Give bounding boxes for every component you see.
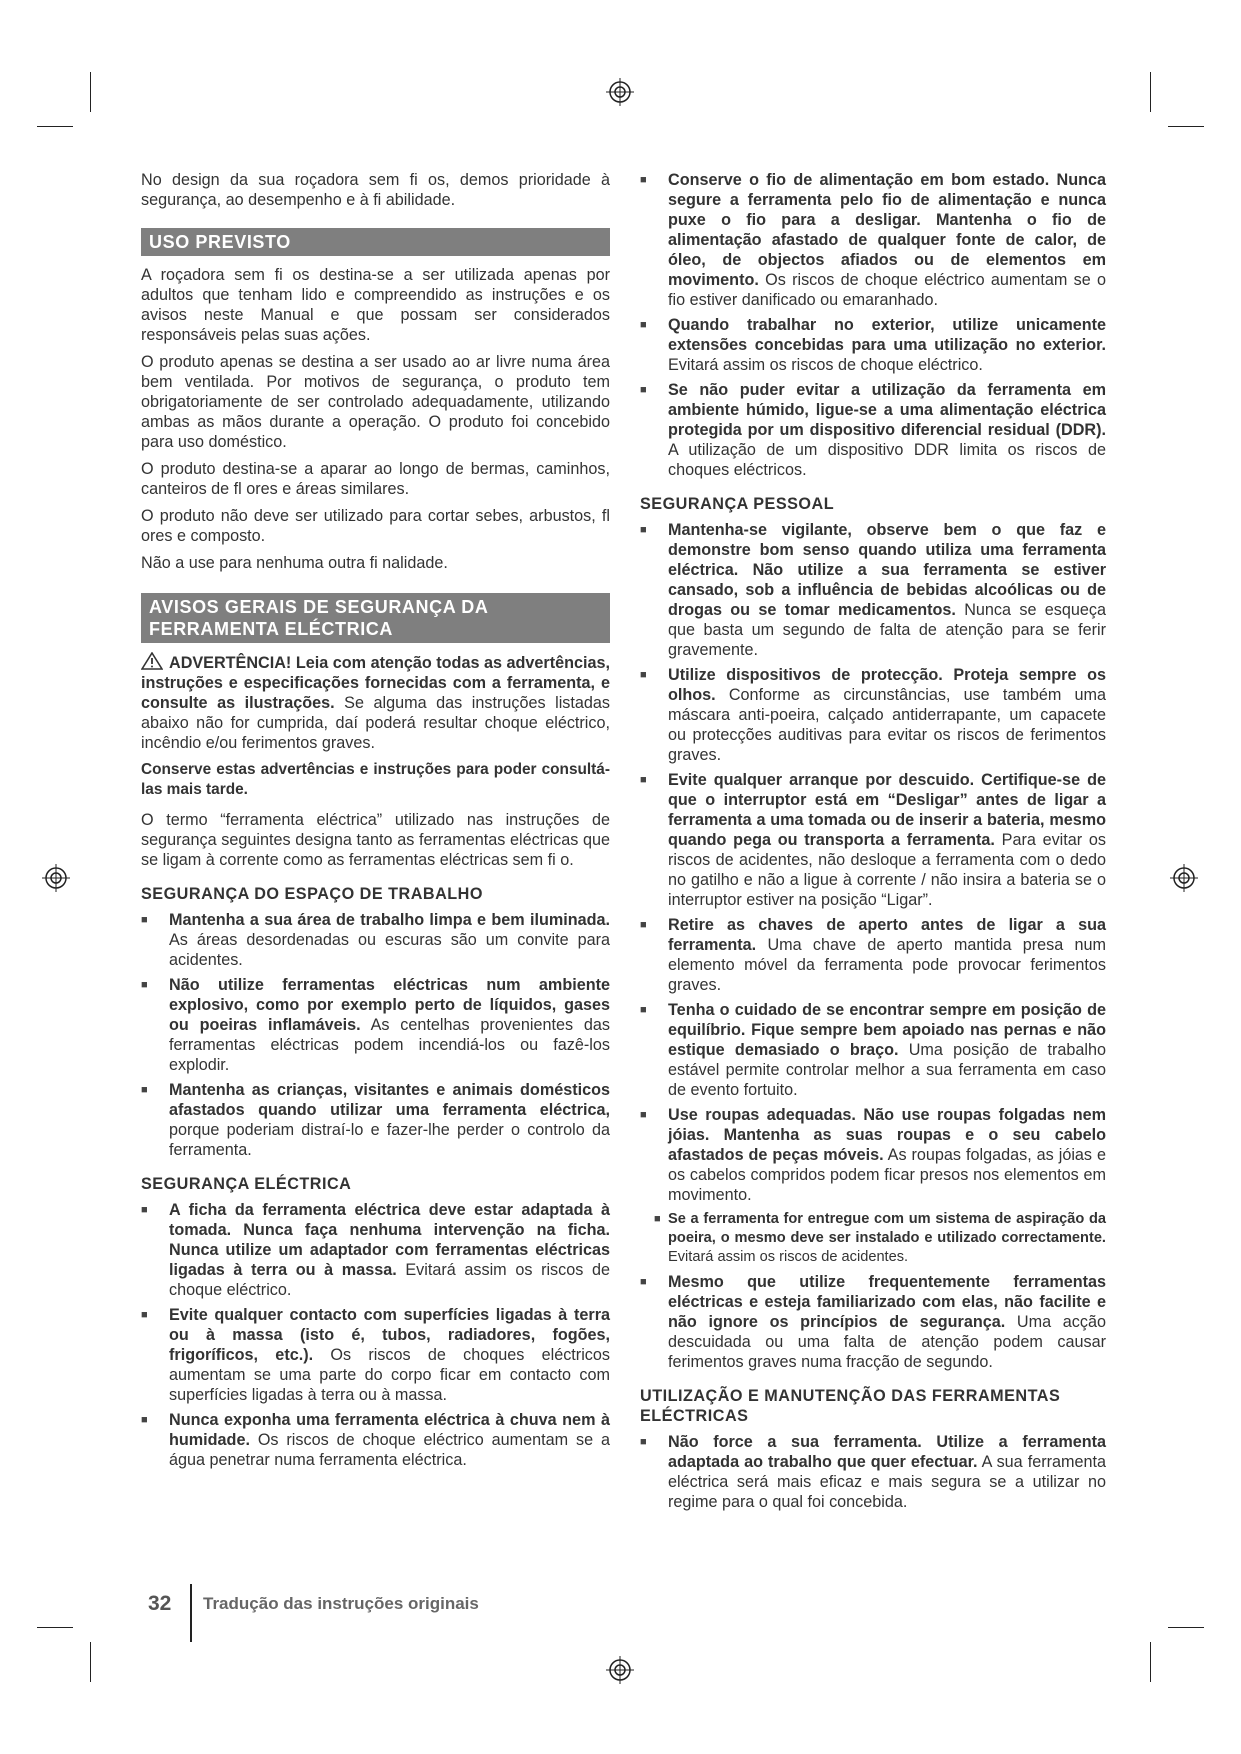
- list-item: ■ Não force a sua ferramenta. Utilize a ferramenta adaptada ao trabalho que quer efectuar. A sua ferramenta eléctrica será mais eficaz e mais segura se a utilizar no regime para o qual foi concebida.: [640, 1432, 1106, 1512]
- left-column: [141, 170, 610, 1475]
- warning-paragraph: [141, 652, 610, 753]
- paragraph: Não a use para nenhuma outra fi nalidade.: [141, 554, 448, 572]
- list-item: ■ Não utilize ferramentas eléctricas num ambiente explosivo, como por exemplo perto de líquidos, gases ou poeiras inflamáveis. As centelhas provenientes das ferramentas eléctricas podem incendiá-los ou fazê-los explodir.: [141, 975, 610, 1075]
- paragraph: O produto destina-se a aparar ao longo de bermas, caminhos, canteiros de fl ores e áreas similares.: [141, 460, 610, 498]
- eletrica-list: [141, 1200, 610, 1470]
- crop-mark: [37, 1627, 73, 1628]
- list-item: ■ Evite qualquer arranque por descuido. Certifique-se de que o interruptor está em “Desligar” antes de ligar a ferramenta a uma tomada ou de inserir a bateria, mesmo quando pega ou transporta a ferramenta. Para evitar os riscos de acidentes, não desloque a ferramenta com o dedo no gatilho e não a ligue à corrente / não insira a bateria se o interruptor estiver na posição “Ligar”.: [640, 770, 1106, 910]
- registration-mark-icon: [606, 1656, 634, 1684]
- list-item: ■ Se não puder evitar a utilização da ferramenta em ambiente húmido, ligue-se a uma alimentação eléctrica protegida por um dispositivo diferencial residual (DDR). A utilização de um dispositivo DDR limita os riscos de choques eléctricos.: [640, 380, 1106, 480]
- list-item: ■ Mantenha as crianças, visitantes e animais domésticos afastados quando utilizar uma ferramenta eléctrica, porque poderiam distraí-lo e fazer-lhe perder o controlo da ferramenta.: [141, 1080, 610, 1160]
- list-item: ■ Nunca exponha uma ferramenta eléctrica à chuva nem à humidade. Os riscos de choque eléctrico aumentam se a água penetrar numa ferramenta eléctrica.: [141, 1410, 610, 1470]
- section-title-uso-previsto: USO PREVISTO: [141, 228, 610, 256]
- section-title-eletrica: SEGURANÇA ELÉCTRICA: [141, 1175, 352, 1193]
- eletrica-list-continued: [640, 170, 1106, 480]
- manutencao-list: [640, 1432, 1106, 1512]
- list-item: ■ Se a ferramenta for entregue com um sistema de aspiração da poeira, o mesmo deve ser instalado e utilizado correctamente. Evitará assim os riscos de acidentes.: [640, 1210, 1106, 1267]
- pessoal-list: [640, 520, 1106, 1372]
- crop-mark: [1150, 72, 1151, 112]
- crop-mark: [37, 126, 73, 127]
- section-title-espaco: SEGURANÇA DO ESPAÇO DE TRABALHO: [141, 885, 483, 903]
- page-number: 32: [148, 1592, 172, 1615]
- list-item: ■ Conserve o fio de alimentação em bom estado. Nunca segure a ferramenta pelo fio de alimentação e nunca puxe o fio para a desligar. Mantenha o fio de alimentação afastado de qualquer fonte de calor, de óleo, de objectos afiados ou de elementos em movimento. Os riscos de choque eléctrico aumentam se o fio estiver danificado ou emaranhado.: [640, 170, 1106, 310]
- registration-mark-icon: [1170, 864, 1198, 892]
- keep-instructions: Conserve estas advertências e instruções para poder consultá-las mais tarde.: [141, 761, 610, 798]
- footer-text: Tradução das instruções originais: [203, 1594, 479, 1613]
- crop-mark: [1168, 1627, 1204, 1628]
- warning-triangle-icon: [141, 652, 163, 670]
- warning-bold: ADVERTÊNCIA! Leia com atenção todas as advertências, instruções e especificações fornecidas com a ferramenta, e consulte as ilustrações.: [141, 654, 610, 712]
- list-item: ■ Tenha o cuidado de se encontrar sempre em posição de equilíbrio. Fique sempre bem apoiado nas pernas e não estique demasiado o braço. Uma posição de trabalho estável permite controlar melhor a sua ferramenta em caso de evento fortuito.: [640, 1000, 1106, 1100]
- intro-text: No design da sua roçadora sem fi os, demos prioridade à segurança, ao desempenho e à fi abilidade.: [141, 171, 610, 209]
- list-item: ■ Mantenha-se vigilante, observe bem o que faz e demonstre bom senso quando utiliza uma ferramenta eléctrica. Não utilize a sua ferramenta se estiver cansado, sob a influência de bebidas alcoólicas ou de drogas ou se tomar medicamentos. Nunca se esqueça que basta um segundo de falta de atenção para se ferir gravemente.: [640, 520, 1106, 660]
- right-column: [640, 170, 1106, 1517]
- crop-mark: [1168, 126, 1204, 127]
- footer-divider: [190, 1584, 192, 1642]
- registration-mark-icon: [42, 864, 70, 892]
- paragraph: O produto apenas se destina a ser usado ao ar livre numa área bem ventilada. Por motivos de segurança, o produto tem obrigatoriamente de ser controlado adequadamente, utilizando ambas as mãos durante a operação. O produto foi concebido para uso doméstico.: [141, 353, 610, 451]
- section-title-avisos: AVISOS GERAIS DE SEGURANÇA DA FERRAMENTA ELÉCTRICA: [141, 593, 610, 643]
- crop-mark: [90, 72, 91, 112]
- list-item: ■ Quando trabalhar no exterior, utilize unicamente extensões concebidas para uma utilização no exterior. Evitará assim os riscos de choque eléctrico.: [640, 315, 1106, 375]
- list-item: ■ Use roupas adequadas. Não use roupas folgadas nem jóias. Mantenha as suas roupas e o seu cabelo afastados de peças móveis. As roupas folgadas, as jóias e os cabelos compridos podem ficar presos nos elementos em movimento.: [640, 1105, 1106, 1205]
- section-title-manutencao: UTILIZAÇÃO E MANUTENÇÃO DAS FERRAMENTAS ELÉCTRICAS: [640, 1387, 1061, 1425]
- paragraph: O produto não deve ser utilizado para cortar sebes, arbustos, fl ores e composto.: [141, 507, 610, 545]
- list-item: ■ Utilize dispositivos de protecção. Proteja sempre os olhos. Conforme as circunstâncias, use também uma máscara anti-poeira, calçado antiderrapante, um capacete ou protecções auditivas para evitar os riscos de ferimentos graves.: [640, 665, 1106, 765]
- list-item: ■ Retire as chaves de aperto antes de ligar a sua ferramenta. Uma chave de aperto mantida presa num elemento móvel da ferramenta pode provocar ferimentos graves.: [640, 915, 1106, 995]
- paragraph: A roçadora sem fi os destina-se a ser utilizada apenas por adultos que tenham lido e compreendido as instruções e os avisos neste Manual e que possam ser considerados responsáveis pelas suas ações.: [141, 266, 610, 344]
- crop-mark: [90, 1642, 91, 1682]
- term-definition: O termo “ferramenta eléctrica” utilizado nas instruções de segurança seguintes designa tanto as ferramentas eléctricas que se ligam à corrente como as ferramentas eléctricas sem fi o.: [141, 811, 610, 869]
- list-item: ■ Mantenha a sua área de trabalho limpa e bem iluminada. As áreas desordenadas ou escuras são um convite para acidentes.: [141, 910, 610, 970]
- list-item: ■ Evite qualquer contacto com superfícies ligadas à terra ou à massa (isto é, tubos, radiadores, fogões, frigoríficos, etc.). Os riscos de choques eléctricos aumentam se uma parte do corpo ficar em contacto com superfícies ligadas à terra ou à massa.: [141, 1305, 610, 1405]
- section-title-pessoal: SEGURANÇA PESSOAL: [640, 495, 835, 513]
- list-item: ■ Mesmo que utilize frequentemente ferramentas eléctricas e esteja familiarizado com elas, não facilite e não ignore os princípios de segurança. Uma acção descuidada ou uma falta de atenção podem causar ferimentos graves numa fracção de segundo.: [640, 1272, 1106, 1372]
- espaco-list: [141, 910, 610, 1160]
- warning-text: Se alguma das instruções listadas abaixo não for cumprida, daí poderá resultar choque eléctrico, incêndio e/ou ferimentos graves.: [141, 694, 610, 752]
- registration-mark-icon: [606, 78, 634, 106]
- crop-mark: [1150, 1642, 1151, 1682]
- list-item: ■ A ficha da ferramenta eléctrica deve estar adaptada à tomada. Nunca faça nenhuma intervenção na ficha. Nunca utilize um adaptador com ferramentas eléctricas ligadas à terra ou à massa. Evitará assim os riscos de choque eléctrico.: [141, 1200, 610, 1300]
